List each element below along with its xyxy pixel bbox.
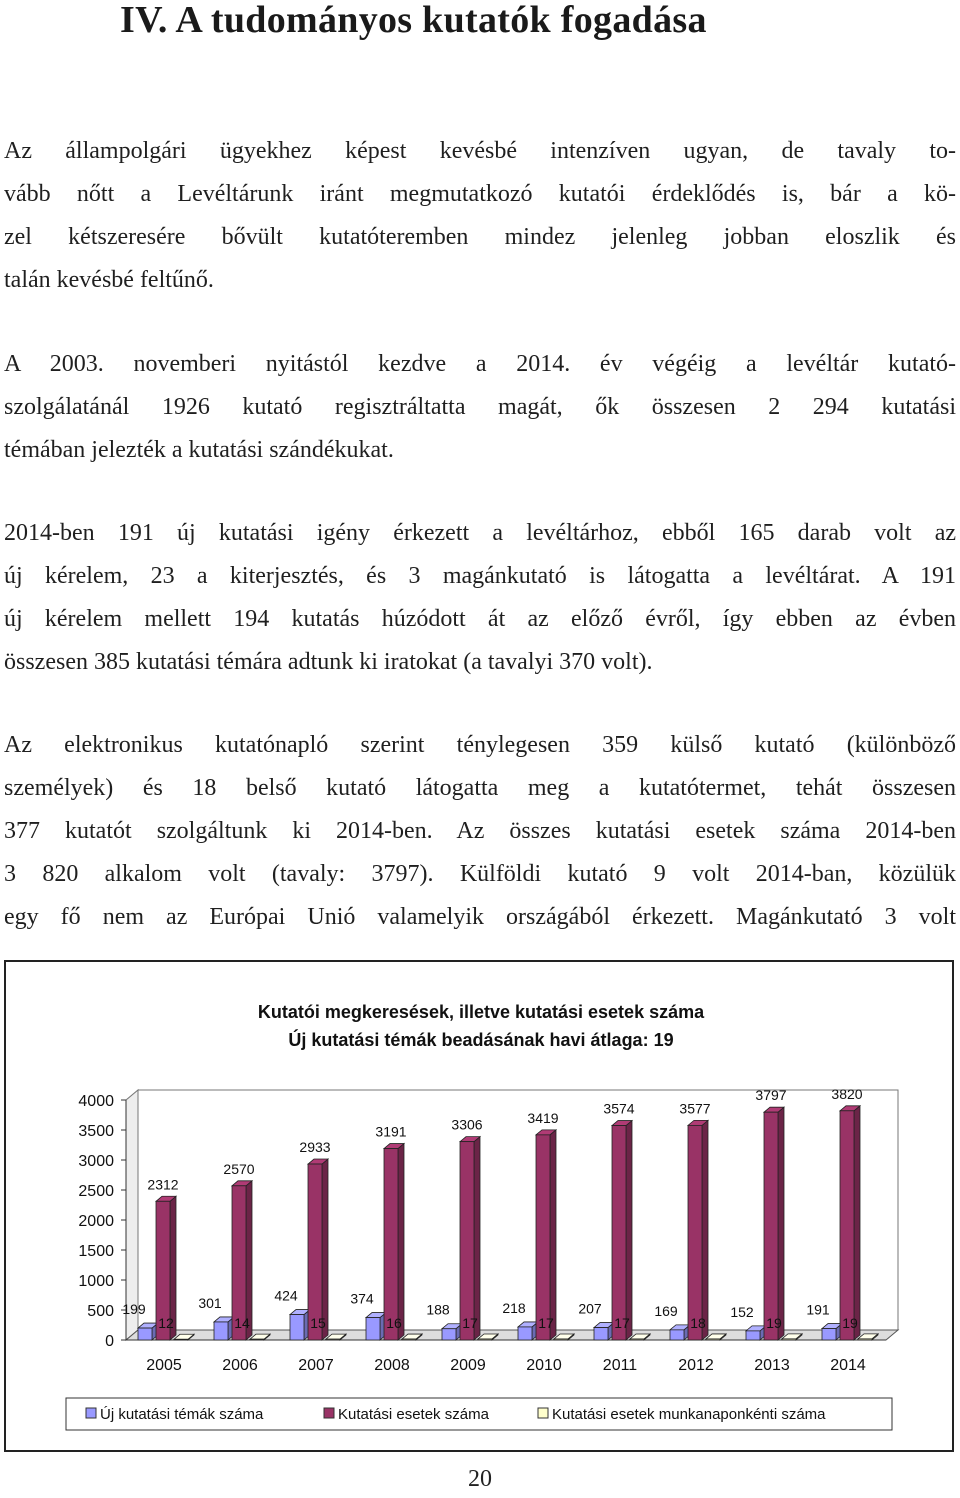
bar-side [702, 1120, 708, 1340]
text-line: összesen 385 kutatási témára adtunk ki iratokat (a tavalyi 370 volt). [4, 649, 653, 675]
data-label: 169 [654, 1302, 678, 1319]
text-line: 2014-ben 191 új kutatási igény érkezett a levéltárhoz, ebből 165 darab volt az [4, 520, 956, 546]
data-label: 15 [310, 1315, 326, 1331]
bar [670, 1330, 684, 1340]
data-label: 14 [234, 1315, 250, 1331]
data-label: 17 [462, 1315, 478, 1331]
chart-subtitle: Új kutatási témák beadásának havi átlaga: 19 [288, 1030, 674, 1050]
text-line: témában jelezték a kutatási szándékukat. [4, 437, 394, 463]
y-tick-label: 3500 [78, 1123, 114, 1140]
bar [594, 1328, 608, 1340]
bar [442, 1329, 456, 1340]
bar [764, 1112, 778, 1340]
legend [66, 1398, 892, 1430]
bar-side [550, 1130, 556, 1340]
bar [290, 1315, 304, 1340]
text-line: új kérelem, 23 a kiterjesztés, és 3 magánkutató is látogatta a levéltárat. A 191 [4, 563, 956, 589]
x-tick-label: 2009 [450, 1357, 486, 1374]
text-line: 377 kutatót szolgáltunk ki 2014-ben. Az összes kutatási esetek száma 2014-ben [4, 818, 956, 844]
x-tick-label: 2005 [146, 1357, 182, 1374]
bar-side [854, 1106, 860, 1340]
text-line: személyek) és 18 belső kutató látogatta meg a kutatótermet, tehát összesen [4, 775, 956, 801]
data-label: 2312 [147, 1176, 179, 1193]
bar [214, 1322, 228, 1340]
bar-side [626, 1121, 632, 1340]
x-tick-label: 2010 [526, 1357, 562, 1374]
bar [250, 1339, 264, 1340]
paragraph-4 [4, 724, 956, 939]
text-line: egy fő nem az Európai Unió valamelyik országából érkezett. Magánkutató 3 volt [4, 904, 956, 930]
data-label: 19 [842, 1315, 858, 1331]
bar [402, 1339, 416, 1340]
legend-swatch [86, 1408, 96, 1418]
bar [478, 1339, 492, 1340]
bar [706, 1339, 720, 1340]
paragraph-2 [4, 343, 956, 472]
bar [518, 1327, 532, 1340]
chart-container [4, 960, 954, 1452]
legend-label: Kutatási esetek száma [338, 1406, 489, 1423]
data-label: 3191 [375, 1123, 407, 1140]
bar [536, 1135, 550, 1340]
legend-label: Új kutatási témák száma [100, 1406, 264, 1423]
bar [858, 1339, 872, 1340]
y-tick-label: 1000 [78, 1273, 114, 1290]
bar [308, 1164, 322, 1340]
data-label: 3820 [831, 1085, 863, 1102]
y-tick-label: 2000 [78, 1213, 114, 1230]
x-tick-label: 2008 [374, 1357, 410, 1374]
x-tick-label: 2011 [602, 1357, 638, 1374]
data-label: 3419 [527, 1109, 559, 1126]
text-line: zel kétszeresére bővült kutatóteremben mindez jelenleg jobban eloszlik és [4, 224, 956, 250]
data-label: 152 [730, 1303, 754, 1320]
x-tick-label: 2014 [830, 1357, 866, 1374]
bar [554, 1339, 568, 1340]
text-line: Az elektronikus kutatónapló szerint ténylegesen 359 külső kutató (különböző [4, 732, 956, 758]
y-tick-label: 500 [87, 1303, 114, 1320]
bar-chart [6, 962, 952, 1450]
data-label: 424 [274, 1287, 298, 1304]
page-heading: IV. A tudományos kutatók fogadása [120, 0, 707, 41]
y-tick-label: 0 [105, 1333, 114, 1350]
y-tick-label: 3000 [78, 1153, 114, 1170]
paragraph-3 [4, 512, 956, 684]
y-tick-label: 1500 [78, 1243, 114, 1260]
data-label: 374 [350, 1290, 374, 1307]
text-line: Az állampolgári ügyekhez képest kevésbé intenzíven ugyan, de tavaly to- [4, 138, 956, 164]
page-number: 20 [468, 1466, 492, 1492]
legend-swatch [538, 1408, 548, 1418]
bar [822, 1329, 836, 1340]
bar-side [778, 1107, 784, 1340]
x-tick-label: 2013 [754, 1357, 790, 1374]
text-line: 3 820 alkalom volt (tavaly: 3797). Külföldi kutató 9 volt 2014-ban, közülük [4, 861, 956, 887]
y-tick-label: 2500 [78, 1183, 114, 1200]
text-line: vább nőtt a Levéltárunk iránt megmutatkozó kutatói érdeklődés is, bár a kö- [4, 181, 956, 207]
x-tick-label: 2006 [222, 1357, 258, 1374]
bar-side [322, 1159, 328, 1340]
x-tick-label: 2012 [678, 1357, 714, 1374]
data-label: 3577 [679, 1100, 711, 1117]
bar [746, 1331, 760, 1340]
bar [384, 1149, 398, 1340]
data-label: 188 [426, 1301, 450, 1318]
bar [630, 1339, 644, 1340]
data-label: 199 [122, 1301, 146, 1318]
data-label: 12 [158, 1315, 174, 1331]
data-label: 2570 [223, 1160, 255, 1177]
bar [612, 1126, 626, 1340]
text-line: szolgálatánál 1926 kutató regisztráltatta magát, ők összesen 2 294 kutatási [4, 394, 956, 420]
bar-side [398, 1144, 404, 1340]
legend-label: Kutatási esetek munkanaponkénti száma [552, 1406, 826, 1423]
data-label: 19 [766, 1315, 782, 1331]
bar [460, 1142, 474, 1340]
data-label: 17 [538, 1315, 554, 1331]
data-label: 218 [502, 1299, 526, 1316]
data-label: 3797 [755, 1087, 787, 1104]
data-label: 3574 [603, 1100, 635, 1117]
y-tick-label: 4000 [78, 1093, 114, 1110]
text-line: A 2003. novemberi nyitástól kezdve a 2014. év végéig a levéltár kutató- [4, 351, 956, 377]
bar [688, 1125, 702, 1340]
bar [326, 1339, 340, 1340]
data-label: 17 [614, 1315, 630, 1331]
bar [366, 1318, 380, 1340]
bar [174, 1339, 188, 1340]
data-label: 3306 [451, 1116, 483, 1133]
paragraph-1 [4, 130, 956, 302]
data-label: 18 [690, 1315, 706, 1331]
bar-side [474, 1137, 480, 1340]
bar [138, 1328, 152, 1340]
x-tick-label: 2007 [298, 1357, 334, 1374]
chart-title: Kutatói megkeresések, illetve kutatási esetek száma [257, 1002, 705, 1022]
data-label: 191 [806, 1301, 830, 1318]
data-label: 16 [386, 1315, 402, 1331]
text-line: új kérelem mellett 194 kutatás húzódott át az előző évről, így ebben az évben [4, 606, 956, 632]
text-line: talán kevésbé feltűnő. [4, 267, 214, 293]
legend-swatch [324, 1408, 334, 1418]
bar [782, 1339, 796, 1340]
data-label: 2933 [299, 1139, 331, 1156]
data-label: 301 [198, 1294, 222, 1311]
plot-area [78, 1086, 898, 1374]
data-label: 207 [578, 1300, 602, 1317]
bar [840, 1111, 854, 1340]
